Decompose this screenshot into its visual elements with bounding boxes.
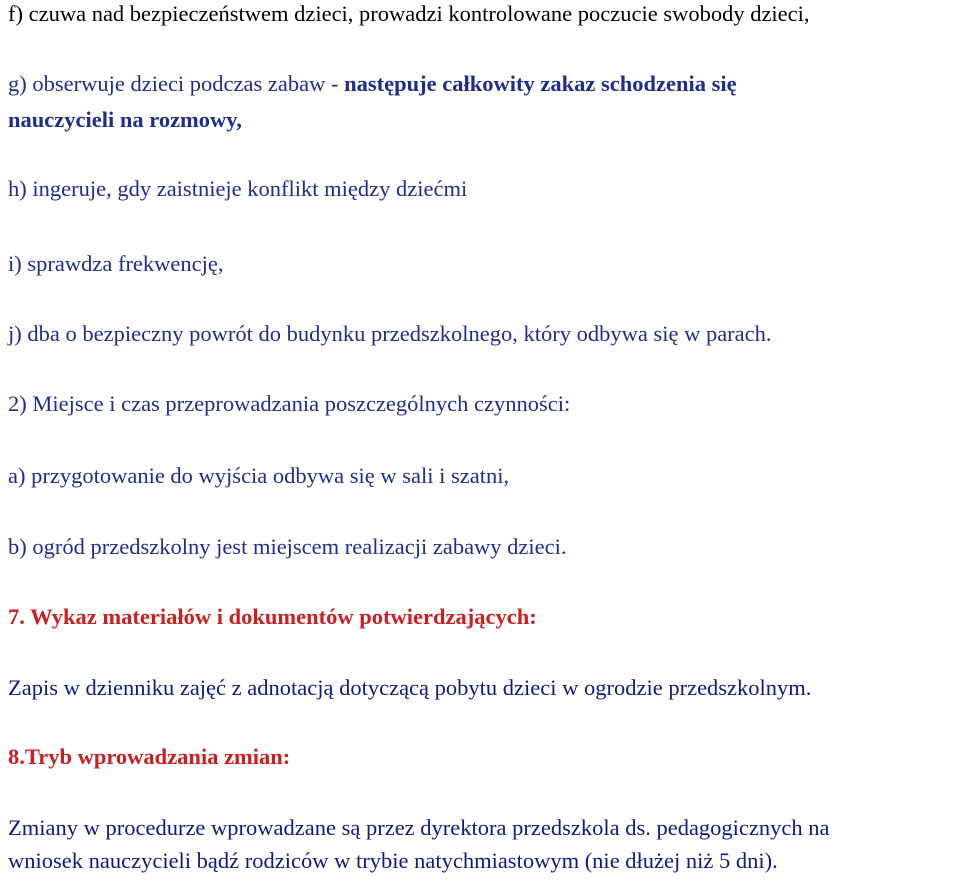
item-f: f) czuwa nad bezpieczeństwem dzieci, prowadzi kontrolowane poczucie swobody dzieci,	[8, 1, 810, 26]
item-a: a) przygotowanie do wyjścia odbywa się w sali i szatni,	[8, 463, 510, 488]
item-g-emphasis: następuje całkowity zakaz schodzenia się	[344, 71, 737, 96]
item-i: i) sprawdza frekwencję,	[8, 251, 224, 276]
section-8-body-line-2: wniosek nauczycieli bądź rodziców w trybie natychmiastowym (nie dłużej niż 5 dni).	[8, 848, 778, 873]
item-g-continuation: nauczycieli na rozmowy,	[8, 107, 242, 132]
item-h: h) ingeruje, gdy zaistnieje konflikt między dziećmi	[8, 176, 468, 201]
section-7-body: Zapis w dzienniku zajęć z adnotacją dotyczącą pobytu dzieci w ogrodzie przedszkolnym.	[8, 675, 812, 700]
item-g	[8, 70, 737, 98]
item-g-text: g) obserwuje dzieci podczas zabaw -	[8, 71, 345, 96]
point-2: 2) Miejsce i czas przeprowadzania poszczególnych czynności:	[8, 391, 571, 416]
item-j: j) dba o bezpieczny powrót do budynku przedszkolnego, który odbywa się w parach.	[8, 321, 772, 346]
section-7-heading: 7. Wykaz materiałów i dokumentów potwierdzających:	[8, 604, 537, 629]
item-b: b) ogród przedszkolny jest miejscem realizacji zabawy dzieci.	[8, 534, 567, 559]
section-8-heading: 8.Tryb wprowadzania zmian:	[8, 744, 291, 769]
section-8-body-line-1: Zmiany w procedurze wprowadzane są przez dyrektora przedszkola ds. pedagogicznych na	[8, 815, 830, 840]
